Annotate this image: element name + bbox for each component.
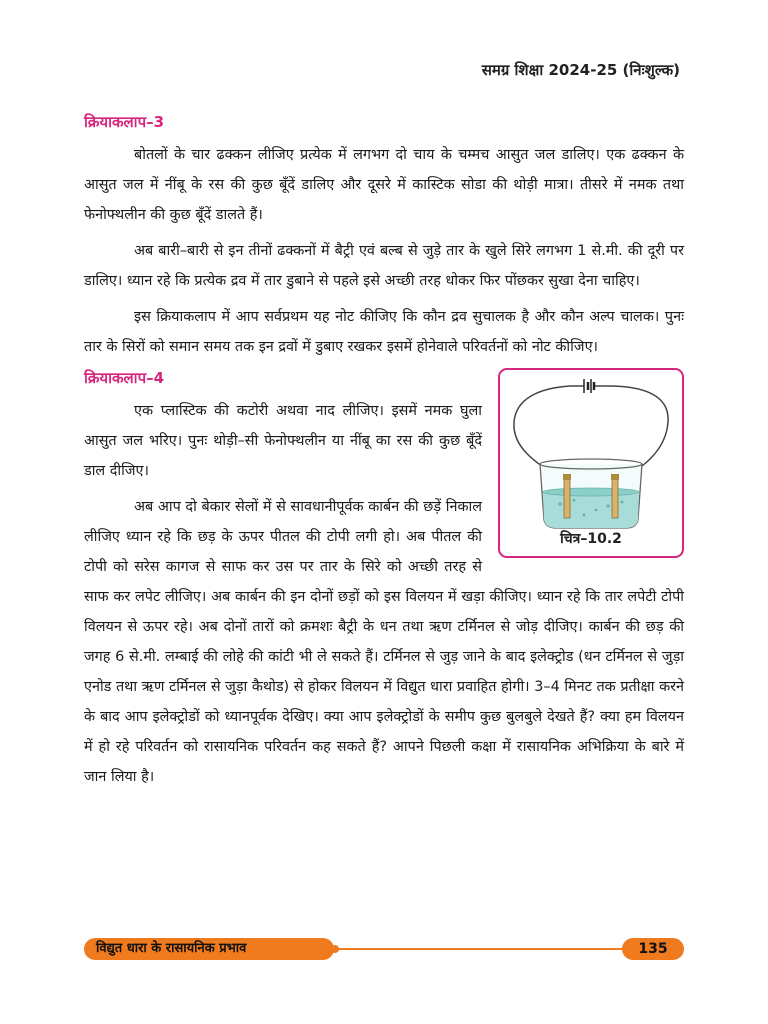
carbon-electrode-left: [563, 474, 571, 518]
activity-4-paragraph-1: एक प्लास्टिक की कटोरी अथवा नाद लीजिए। इसमें नमक घुला आसुत जल भरिए। पुनः थोड़ी–सी फेनोफ्थलीन या नींबू का रस की कुछ बूँदें डाल दीजिए।: [84, 403, 482, 479]
activity-3-paragraph-1: बोतलों के चार ढक्कन लीजिए प्रत्येक में लगभग दो चाय के चम्मच आसुत जल डालिए। एक ढक्कन के आसुत जल में नींबू के रस की कुछ बूँदें डालिए और दूसरे में कास्टिक सोडा की थोड़ी मात्रा। तीसरे में नमक तथा फेनोफ्थलीन की कुछ बूँदें डालते हैं।: [84, 147, 684, 223]
header-title: समग्र शिक्षा 2024-25 (निःशुल्क): [481, 61, 680, 79]
footer-line: [334, 948, 624, 950]
activity-4-paragraph-2: अब आप दो बेकार सेलों में से सावधानीपूर्वक कार्बन की छड़ें निकाल लीजिए ध्यान रहे कि छड़ के ऊपर पीतल की टोपी लगी हो। अब पीतल की टोपी को सरेस कागज से साफ कर उस पर तार के सिरे को अच्छी तरह से साफ कर लपेट लीजिए। अब कार्बन की इन दोनों छड़ों को इस विलयन में खड़ा कीजिए। ध्यान रहे कि तार लपेटी टोपी विलयन से ऊपर रहे। अब दोनों तारों को क्रमशः बैट्री के धन तथा ऋण टर्मिनल से जोड़ दीजिए। कार्बन की छड़ की जगह 6 से.मी. लम्बाई की लोहे की कांटी भी ले सकते हैं। टर्मिनल से जुड़ जाने के बाद इलेक्ट्रोड (धन टर्मिनल से जुड़ा एनोड तथा ऋण टर्मिनल से जुड़ा कैथोड) से होकर विलयन में विद्युत धारा प्रवाहित होगी। 3–4 मिनट तक प्रतीक्षा करने के बाद आप इलेक्ट्रोडों को ध्यानपूर्वक देखिए। क्या आप इलेक्ट्रोडों के समीप कुछ बुलबुले देखते हैं? क्या हम विलयन में हो रहे परिवर्तन को रासायनिक परिवर्तन कह सकते हैं? आपने पिछली कक्षा में रासायनिक अभिक्रिया के बारे में जान लिया है।: [84, 499, 684, 785]
activity-4-heading: क्रियाकलाप–4: [84, 369, 165, 387]
activity-3-paragraph-2: अब बारी–बारी से इन तीनों ढक्कनों में बैट्री एवं बल्ब से जुड़े तार के खुले सिरे लगभग 1 से.मी. की दूरी पर डालिए। ध्यान रहे कि प्रत्येक द्रव में तार डुबाने से पहले इसे अच्छी तरह धोकर फिर पोंछकर सुखा देना चाहिए।: [84, 243, 684, 289]
battery-icon: [584, 379, 594, 393]
carbon-electrode-right: [611, 474, 619, 518]
page-number: 135: [622, 938, 684, 960]
activity-3-heading: क्रियाकलाप–3: [84, 113, 165, 131]
figure-caption: चित्र–10.2: [560, 531, 622, 547]
figure-electrolysis: [498, 368, 684, 558]
beaker-icon: [540, 459, 642, 528]
page-content: [84, 112, 684, 792]
footer: [84, 938, 684, 960]
activity-3-paragraph-3: इस क्रियाकलाप में आप सर्वप्रथम यह नोट कीजिए कि कौन द्रव सुचालक है और कौन अल्प चालक। पुनः तार के सिरों को समान समय तक इन द्रवों में डुबाए रखकर इसमें होनेवाले परिवर्तनों को नोट कीजिए।: [84, 309, 684, 355]
footer-chapter-title: विद्युत धारा के रासायनिक प्रभाव: [84, 938, 334, 960]
